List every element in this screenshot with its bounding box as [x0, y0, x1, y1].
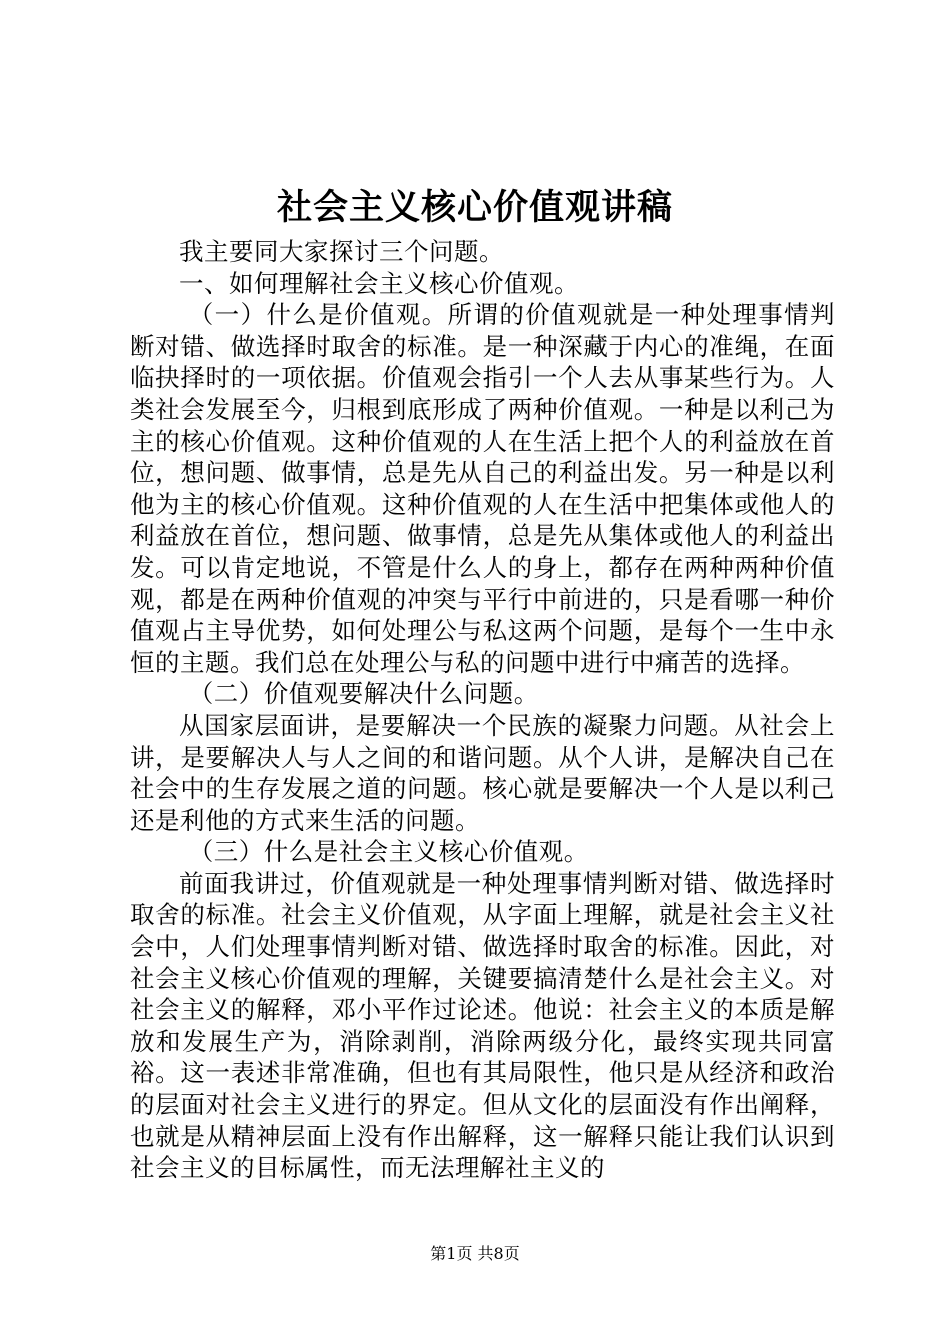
paragraph-subsection-1: （一）什么是价值观。所谓的价值观就是一种处理事情判断对错、做选择时取舍的标准。是一种深藏于内心的准绳，在面临抉择时的一项依据。价值观会指引一个人去从事某些行为。人类社会发展至今，归根到底形成了两种价值观。一种是以利己为主的核心价值观。这种价值观的人在生活上把个人的利益放在首位，想问题、做事情，总是先从自己的利益出发。另一种是以利他为主的核心价值观。这种价值观的人在生活中把集体或他人的利益放在首位，想问题、做事情，总是先从集体或他人的利益出发。可以肯定地说，不管是什么人的身上，都存在两种两种价值观，都是在两种价值观的冲突与平行中前进的，只是看哪一种价值观占主导优势，如何处理公与私这两个问题，是每个一生中永恒的主题。我们总在处理公与私的问题中进行中痛苦的选择。 — [130, 300, 835, 677]
paragraph-section-heading-1: 一、如何理解社会主义核心价值观。 — [179, 268, 579, 298]
paragraph-subsection-3-heading: （三）什么是社会主义核心价值观。 — [188, 837, 589, 867]
page-number-footer: 第1页 共8页 — [430, 1244, 520, 1263]
paragraph-subsection-2-body: 从国家层面讲，是要解决一个民族的凝聚力问题。从社会上讲，是要解决人与人之间的和谐问题。从个人讲，是解决自己在社会中的生存发展之道的问题。核心就是要解决一个人是以利己还是利他的方式来生活的问题。 — [130, 710, 835, 835]
paragraph-subsection-2-heading: （二）价值观要解决什么问题。 — [188, 679, 539, 709]
document-title: 社会主义核心价值观讲稿 — [276, 187, 673, 228]
paragraph-intro: 我主要同大家探讨三个问题。 — [179, 237, 504, 266]
paragraph-subsection-3-body: 前面我讲过，价值观就是一种处理事情判断对错、做选择时取舍的标准。社会主义价值观，从字面上理解，就是社会主义社会中，人们处理事情判断对错、做选择时取舍的标准。因此，对社会主义核心价值观的理解，关键要搞清楚什么是社会主义。对社会主义的解释，邓小平作过论述。他说：社会主义的本质是解放和发展生产为，消除剥削，消除两级分化，最终实现共同富裕。这一表述非常准确，但也有其局限性，他只是从经济和政治的层面对社会主义进行的界定。但从文化的层面没有作出阐释，也就是从精神层面上没有作出解释，这一解释只能让我们认识到社会主义的目标属性，而无法理解社主义的 — [130, 868, 835, 1183]
document-body — [130, 236, 835, 1184]
